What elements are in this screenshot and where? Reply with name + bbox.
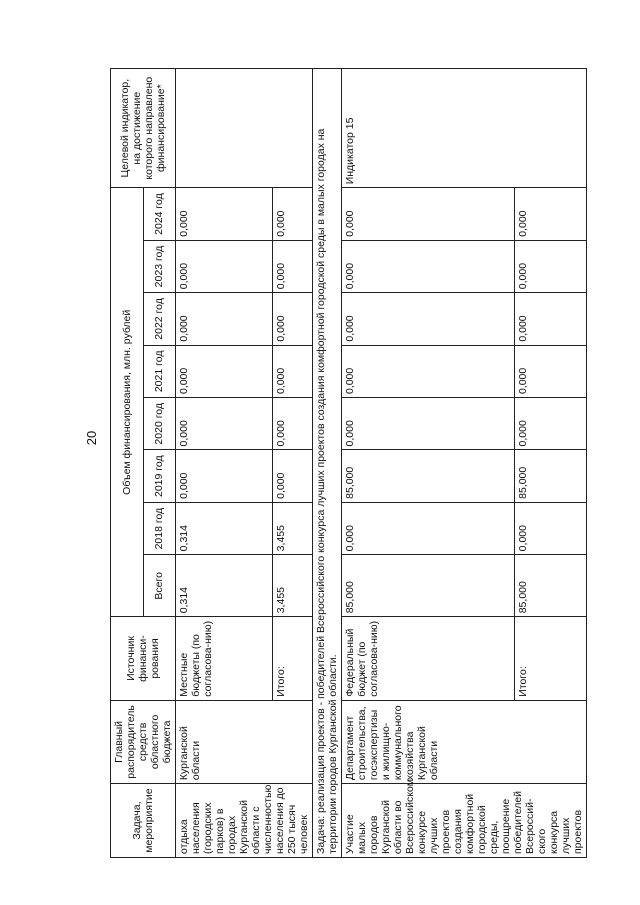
cell-year: 0,000 (342, 398, 515, 450)
cell-task: Участие малых городов Курганской области во Всероссийском конкурсе лучших проектов создания комфортной городской среды, поощрение победителей Всероссий-ского конкурса лучших проектов (342, 784, 587, 858)
cell-year: 0,000 (176, 345, 273, 397)
cell-year: 0,000 (272, 293, 312, 345)
page-number: 20 (84, 430, 99, 446)
cell-year: 0,000 (176, 240, 273, 292)
cell-year: 0,000 (342, 293, 515, 345)
header-year: 2018 год (143, 502, 176, 554)
cell-source: Местные бюджеты (по согласова-нию) (176, 617, 273, 700)
cell-year: 0,000 (342, 240, 515, 292)
cell-distributor: Курганской области (176, 700, 313, 783)
cell-year: 0,000 (515, 502, 587, 554)
cell-year: 0,000 (272, 398, 312, 450)
header-volume: Объем финансирования, млн. рублей (111, 188, 144, 617)
header-indicator: Целевой индикатор, на достижение которого направлено финансирование* (111, 69, 176, 188)
cell-year: 0,314 (176, 502, 273, 554)
financing-table (110, 68, 587, 858)
table-row (176, 69, 273, 858)
cell-year: 0,000 (176, 398, 273, 450)
cell-total: 85,000 (515, 555, 587, 617)
cell-indicator: Индикатор 15 (342, 69, 587, 188)
cell-task: отдыха населения (городских парков) в городах Курганской области с численностью населения до 250 тысяч человек (176, 784, 313, 858)
header-distributor: Главный распорядитель средств областного бюджета (111, 700, 176, 783)
cell-year: 0,000 (342, 345, 515, 397)
header-year: 2020 год (143, 398, 176, 450)
header-source: Источник финанси-рования (111, 617, 176, 700)
cell-year: 0,000 (176, 450, 273, 502)
cell-year: 0,000 (176, 188, 273, 240)
cell-source: Итого: (272, 617, 312, 700)
task-heading-row (313, 69, 342, 858)
cell-year: 0,000 (272, 188, 312, 240)
cell-year: 0,000 (515, 345, 587, 397)
cell-year: 85,000 (342, 450, 515, 502)
header-year: 2022 год (143, 293, 176, 345)
rotated-table-wrapper (110, 68, 610, 858)
cell-year: 0,000 (515, 398, 587, 450)
cell-year: 3,455 (272, 502, 312, 554)
cell-source: Итого: (515, 617, 587, 700)
cell-total: 0,314 (176, 555, 273, 617)
header-row (111, 69, 144, 858)
cell-year: 0,000 (272, 345, 312, 397)
cell-source: Федеральный бюджет (по согласова-нию) (342, 617, 515, 700)
header-year: 2024 год (143, 188, 176, 240)
cell-indicator (176, 69, 313, 188)
cell-year: 85,000 (515, 450, 587, 502)
cell-total: 85,000 (342, 555, 515, 617)
header-task: Задача, мероприятие (111, 784, 176, 858)
cell-year: 0,000 (272, 450, 312, 502)
cell-year: 0,000 (342, 188, 515, 240)
cell-year: 0,000 (515, 188, 587, 240)
header-year: 2021 год (143, 345, 176, 397)
header-year: 2019 год (143, 450, 176, 502)
cell-total: 3,455 (272, 555, 312, 617)
cell-distributor: Департамент строительства, госэкспертизы и жилищно-коммунального хозяйства Курганской области (342, 700, 587, 783)
cell-year: 0,000 (176, 293, 273, 345)
cell-year: 0,000 (342, 502, 515, 554)
table-row (342, 69, 515, 858)
header-total: Всего (143, 555, 176, 617)
cell-year: 0,000 (515, 293, 587, 345)
cell-year: 0,000 (272, 240, 312, 292)
header-year: 2023 год (143, 240, 176, 292)
task-heading: Задача: реализация проектов - победителей Всероссийского конкурса лучших проектов создания комфортной городской среды в малых городах на территории городов Курганской области. (313, 69, 342, 858)
cell-year: 0,000 (515, 240, 587, 292)
